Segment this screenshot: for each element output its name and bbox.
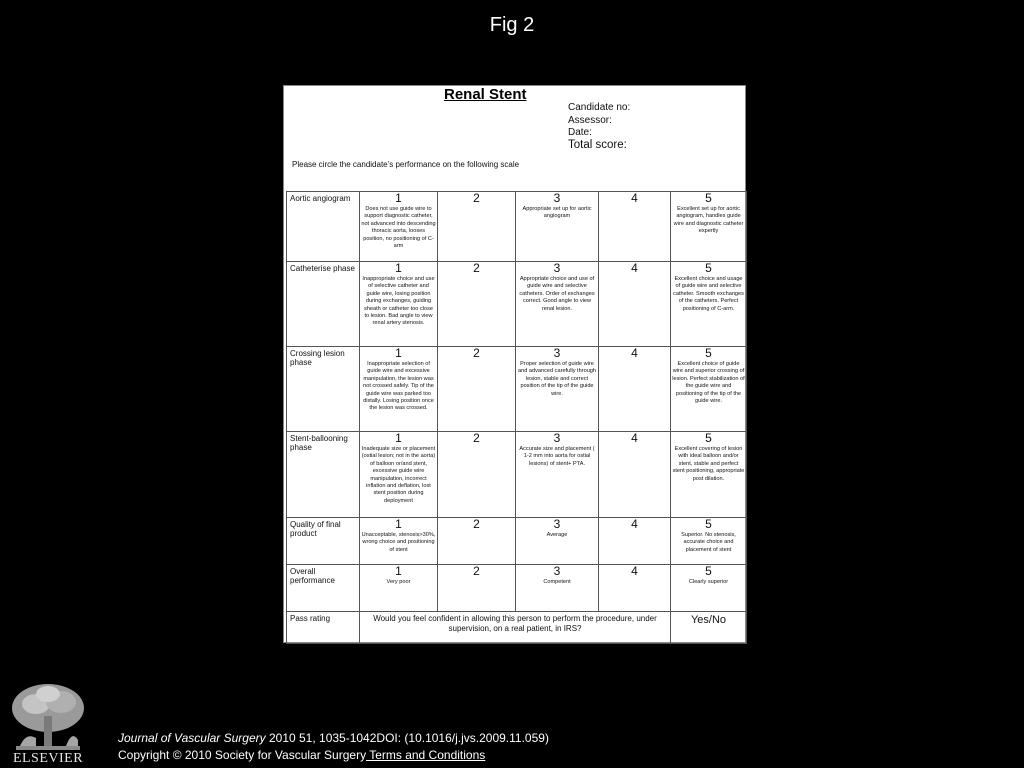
score-number: 3 — [553, 346, 561, 360]
score-description: Inappropriate choice and use of selective catheter and guide wire, losing position during exchanges, guiding sheath or catheter too close to lesion. Bad angle to view renal artery stenosis. — [362, 276, 435, 327]
score-number: 3 — [553, 564, 561, 578]
score-number: 2 — [473, 191, 480, 205]
score-cell — [599, 518, 671, 565]
score-cell — [671, 192, 747, 262]
score-description: Excellent choice and usage of guide wire and selective catheter. Smooth exchanges of the catheters. Perfect positioning of C-arm. — [673, 276, 744, 312]
score-cell — [360, 432, 438, 518]
score-cell — [516, 432, 599, 518]
copyright-line — [118, 748, 485, 762]
score-description: Accurate size and placement ( 1-2 mm into aorta for ostial lesions) of stent+ PTA. — [519, 446, 595, 467]
score-cell — [516, 347, 599, 432]
score-number: 5 — [705, 517, 712, 531]
score-number: 5 — [705, 191, 712, 205]
score-number: 2 — [473, 564, 480, 578]
score-cell — [671, 565, 747, 612]
score-cell — [360, 518, 438, 565]
citation-details: 2010 51, 1035-1042DOI: (10.1016/j.jvs.2009.11.059) — [265, 731, 549, 745]
score-description: Excellent set up for aortic angiogram, handles guide wire and diagnostic catheter expertly — [673, 206, 744, 235]
score-number: 2 — [473, 346, 480, 360]
score-cell — [599, 347, 671, 432]
score-number: 1 — [395, 191, 402, 205]
score-cell — [599, 432, 671, 518]
score-cell — [516, 565, 599, 612]
score-number: 5 — [705, 431, 712, 445]
criterion-label: Overall performance — [287, 565, 360, 612]
terms-and-conditions-link[interactable]: Terms and Conditions — [366, 748, 486, 762]
score-cell — [599, 192, 671, 262]
score-cell — [360, 347, 438, 432]
score-description: Competent — [543, 579, 571, 585]
score-description: Clearly superior — [688, 579, 729, 585]
score-description: Proper selection of guide wire and advanced carefully through lesion, stable and correct position of the tip of the guide wire. — [517, 361, 597, 397]
score-description: Average — [546, 532, 568, 538]
table-row — [287, 518, 747, 565]
score-number: 4 — [631, 564, 638, 578]
score-number: 1 — [395, 346, 402, 360]
score-description: Unacceptable, stenosis>30%, wrong choice and positioning of stent — [361, 532, 436, 553]
score-number: 1 — [395, 517, 402, 531]
score-description: Superior. No stenosis, accurate choice and placement of stent — [681, 532, 736, 553]
assessor-label: Assessor: — [568, 115, 612, 126]
score-description: Inappropriate selection of guide wire and excessive manipulation, the lesion was not crossed safely. Tip of the guide wire was parked too distally. Losing position once the lesion was crossed. — [363, 361, 434, 412]
figure-title: Fig 2 — [489, 14, 535, 36]
score-number: 4 — [631, 191, 638, 205]
score-cell — [671, 518, 747, 565]
score-number: 4 — [631, 261, 638, 275]
total-score-label: Total score: — [568, 139, 627, 151]
score-number: 3 — [553, 261, 561, 275]
rating-scale-table — [286, 191, 747, 644]
score-cell — [438, 192, 516, 262]
score-number: 2 — [473, 261, 480, 275]
criterion-label: Catheterise phase — [287, 262, 360, 347]
score-number: 1 — [395, 431, 402, 445]
score-description: Excellent covering of lesion with ideal balloon and/or stent, stable and perfect stent positioning, appropriate post dilation. — [672, 446, 745, 482]
score-number: 5 — [705, 564, 712, 578]
score-number: 1 — [395, 261, 402, 275]
score-cell — [438, 262, 516, 347]
table-row — [287, 565, 747, 612]
score-number: 5 — [705, 346, 712, 360]
score-cell — [360, 262, 438, 347]
copyright-text: Copyright © 2010 Society for Vascular Surgery — [118, 748, 367, 762]
score-cell — [671, 262, 747, 347]
criterion-label: Stent-ballooning phase — [287, 432, 360, 518]
criterion-label: Pass rating — [287, 612, 360, 644]
criterion-label: Crossing lesion phase — [287, 347, 360, 432]
score-number: 1 — [395, 564, 402, 578]
criterion-label: Aortic angiogram — [287, 192, 360, 262]
journal-name: Journal of Vascular Surgery — [118, 731, 266, 745]
score-cell — [516, 192, 599, 262]
elsevier-tree-logo — [6, 680, 90, 762]
score-number: 4 — [631, 431, 638, 445]
pass-rating-row — [287, 612, 747, 644]
score-cell — [438, 347, 516, 432]
pass-question: Would you feel confident in allowing this person to perform the procedure, under supervision, on a real patient, in IRS? — [360, 612, 671, 644]
score-cell — [516, 262, 599, 347]
score-description: Appropriate choice and use of guide wire and selective catheters. Order of exchanges correct. Good angle to view renal lesion. — [519, 276, 595, 312]
candidate-label: Candidate no: — [568, 102, 631, 113]
score-number: 4 — [631, 346, 638, 360]
pass-answer: Yes/No — [671, 612, 747, 644]
form-title: Renal Stent — [444, 86, 527, 103]
table-row — [287, 192, 747, 262]
instruction-text: Please circle the candidate’s performance on the following scale — [292, 160, 520, 169]
criterion-label: Quality of final product — [287, 518, 360, 565]
score-description: Excellent choice of guide wire and superior crossing of lesion. Perfect stabilization of the guide wire and positioning of the tip of the guide wire. — [672, 361, 745, 405]
score-cell — [599, 262, 671, 347]
table-row — [287, 347, 747, 432]
assessment-form — [283, 85, 746, 643]
publisher-wordmark: ELSEVIER — [12, 751, 84, 766]
score-number: 3 — [553, 431, 561, 445]
table-row — [287, 262, 747, 347]
score-number: 5 — [705, 261, 712, 275]
table-row — [287, 432, 747, 518]
score-description: Very poor — [386, 579, 411, 585]
score-number: 3 — [553, 517, 561, 531]
score-cell — [360, 192, 438, 262]
score-number: 4 — [631, 517, 638, 531]
score-cell — [599, 565, 671, 612]
score-cell — [516, 518, 599, 565]
score-cell — [671, 432, 747, 518]
score-description: Appropriate set up for aortic angiogram — [522, 206, 592, 220]
score-cell — [438, 565, 516, 612]
score-number: 2 — [473, 431, 480, 445]
score-cell — [438, 518, 516, 565]
score-cell — [671, 347, 747, 432]
score-number: 3 — [553, 191, 561, 205]
date-label: Date: — [568, 127, 592, 138]
score-cell — [438, 432, 516, 518]
score-number: 2 — [473, 517, 480, 531]
score-description: Does not use guide wire to support diagnostic catheter, not advanced into descending thoracic aorta, looses position, no positioning of C-arm — [361, 206, 436, 250]
citation-line — [118, 731, 549, 745]
score-description: Inadequate size or placement (ostial lesion; not in the aorta) of balloon or/and stent, excessive guide wire manipulation, incorrect inflation and deflation, lost stent position during deployment — [361, 446, 436, 504]
score-cell — [360, 565, 438, 612]
